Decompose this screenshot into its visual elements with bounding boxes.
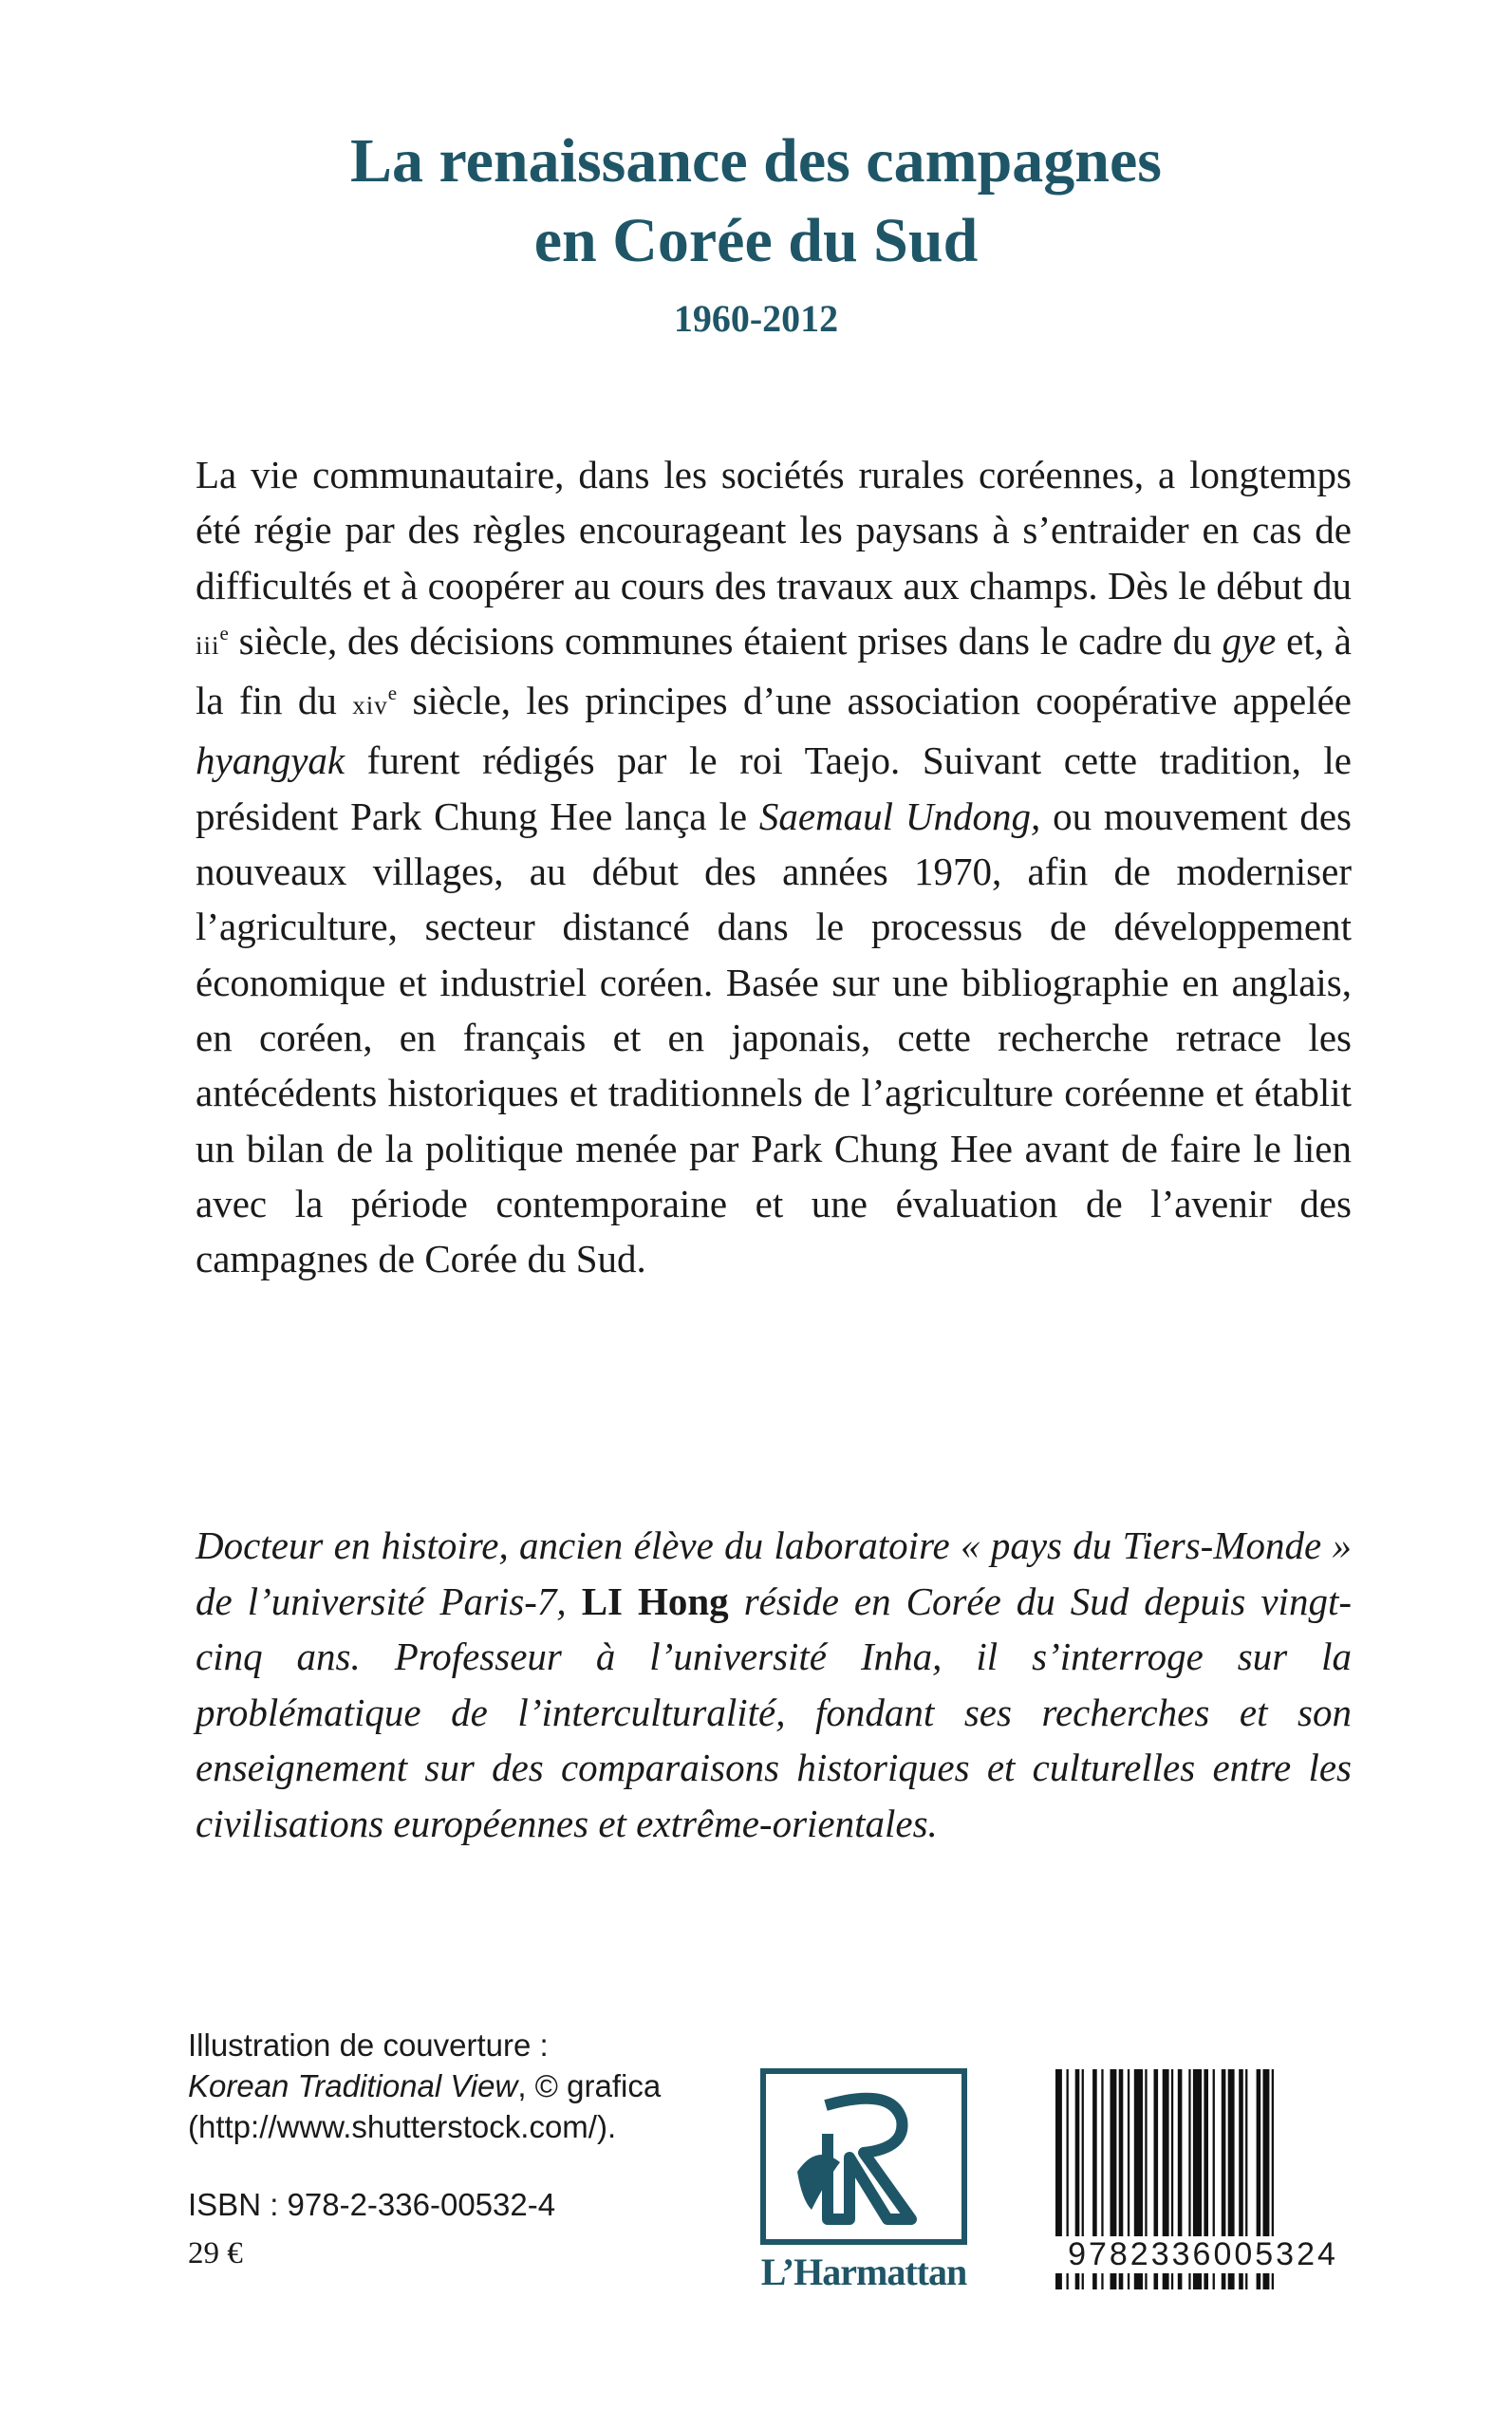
summary-text: La vie communautaire, dans les sociétés rurales coréennes, a longtemps été régie par des règles encourageant les paysans à s’entraider en cas de difficultés et à coopérer au cours des travaux aux champs. Dès le début du xyxy=(196,453,1352,607)
superscript: e xyxy=(219,621,229,645)
cover-credits xyxy=(188,2025,776,2147)
term-hyangyak: hyangyak xyxy=(196,738,345,783)
summary-text: siècle, les principes d’une association coopérative appelée xyxy=(397,679,1352,723)
summary-text: ou mouvement des nouveaux villages, au début des années 1970, afin de moderniser l’agriculture, secteur distancé dans le processus de développement économique et industriel coréen. Basée sur une bibliographie en anglais, en coréen, en français et en japonais, cette recherche retrace les antécédents historiques et traditionnels de l’agriculture coréenne et établit un bilan de la politique menée par Park Chung Hee avant de faire le lien avec la période contemporaine et une évaluation de l’avenir des campagnes de Corée du Sud. xyxy=(196,794,1352,1281)
term-saemaul: Saemaul Undong, xyxy=(758,794,1041,838)
author-name: LI Hong xyxy=(581,1579,729,1623)
date-range: 1960-2012 xyxy=(673,297,839,340)
credits-label: Illustration de couverture : xyxy=(188,2027,549,2063)
summary-text: siècle, des décisions communes étaient prises dans le cadre du xyxy=(228,618,1223,663)
summary-text: furent rédigés par le roi Taejo. Suivant cette tradition, le président Park Chung Hee lança le xyxy=(196,738,1352,838)
credits-work-line xyxy=(188,2065,776,2106)
credits-copyright: , © grafica xyxy=(517,2068,662,2103)
title-line-2: en Corée du Sud xyxy=(533,206,979,275)
bio-text: réside en Corée du Sud depuis vingt-cinq ans. Professeur à l’université Inha, il s’interroge sur la problématique de l’interculturalité, fondant ses recherches et son enseignement sur des comparaisons historiques et culturelles entre les civilisations européennes et extrême-orientales. xyxy=(196,1579,1352,1845)
credits-url: (http://www.shutterstock.com/). xyxy=(188,2109,617,2144)
summary-paragraph xyxy=(196,447,1352,1286)
price: 29 € xyxy=(188,2236,243,2270)
century-roman: iii xyxy=(196,630,220,660)
credits-work: Korean Traditional View xyxy=(188,2068,518,2103)
superscript: e xyxy=(387,682,398,705)
bio-text: Docteur en histoire, ancien élève du laboratoire « pays du Tiers-Monde » de l’université Paris-7, xyxy=(196,1523,1352,1623)
title-line-1: La renaissance des campagnes xyxy=(350,126,1162,196)
term-gye: gye xyxy=(1222,618,1277,663)
century-roman: xiv xyxy=(352,691,388,720)
isbn: ISBN : 978-2-336-00532-4 xyxy=(188,2187,556,2222)
publisher-name: L’Harmattan xyxy=(760,2251,967,2293)
summary-text: et, à la fin du xyxy=(196,618,1352,723)
barcode-digits: 9782336005324 xyxy=(1049,2236,1357,2273)
book-title xyxy=(0,121,1512,281)
author-bio xyxy=(196,1518,1352,1851)
